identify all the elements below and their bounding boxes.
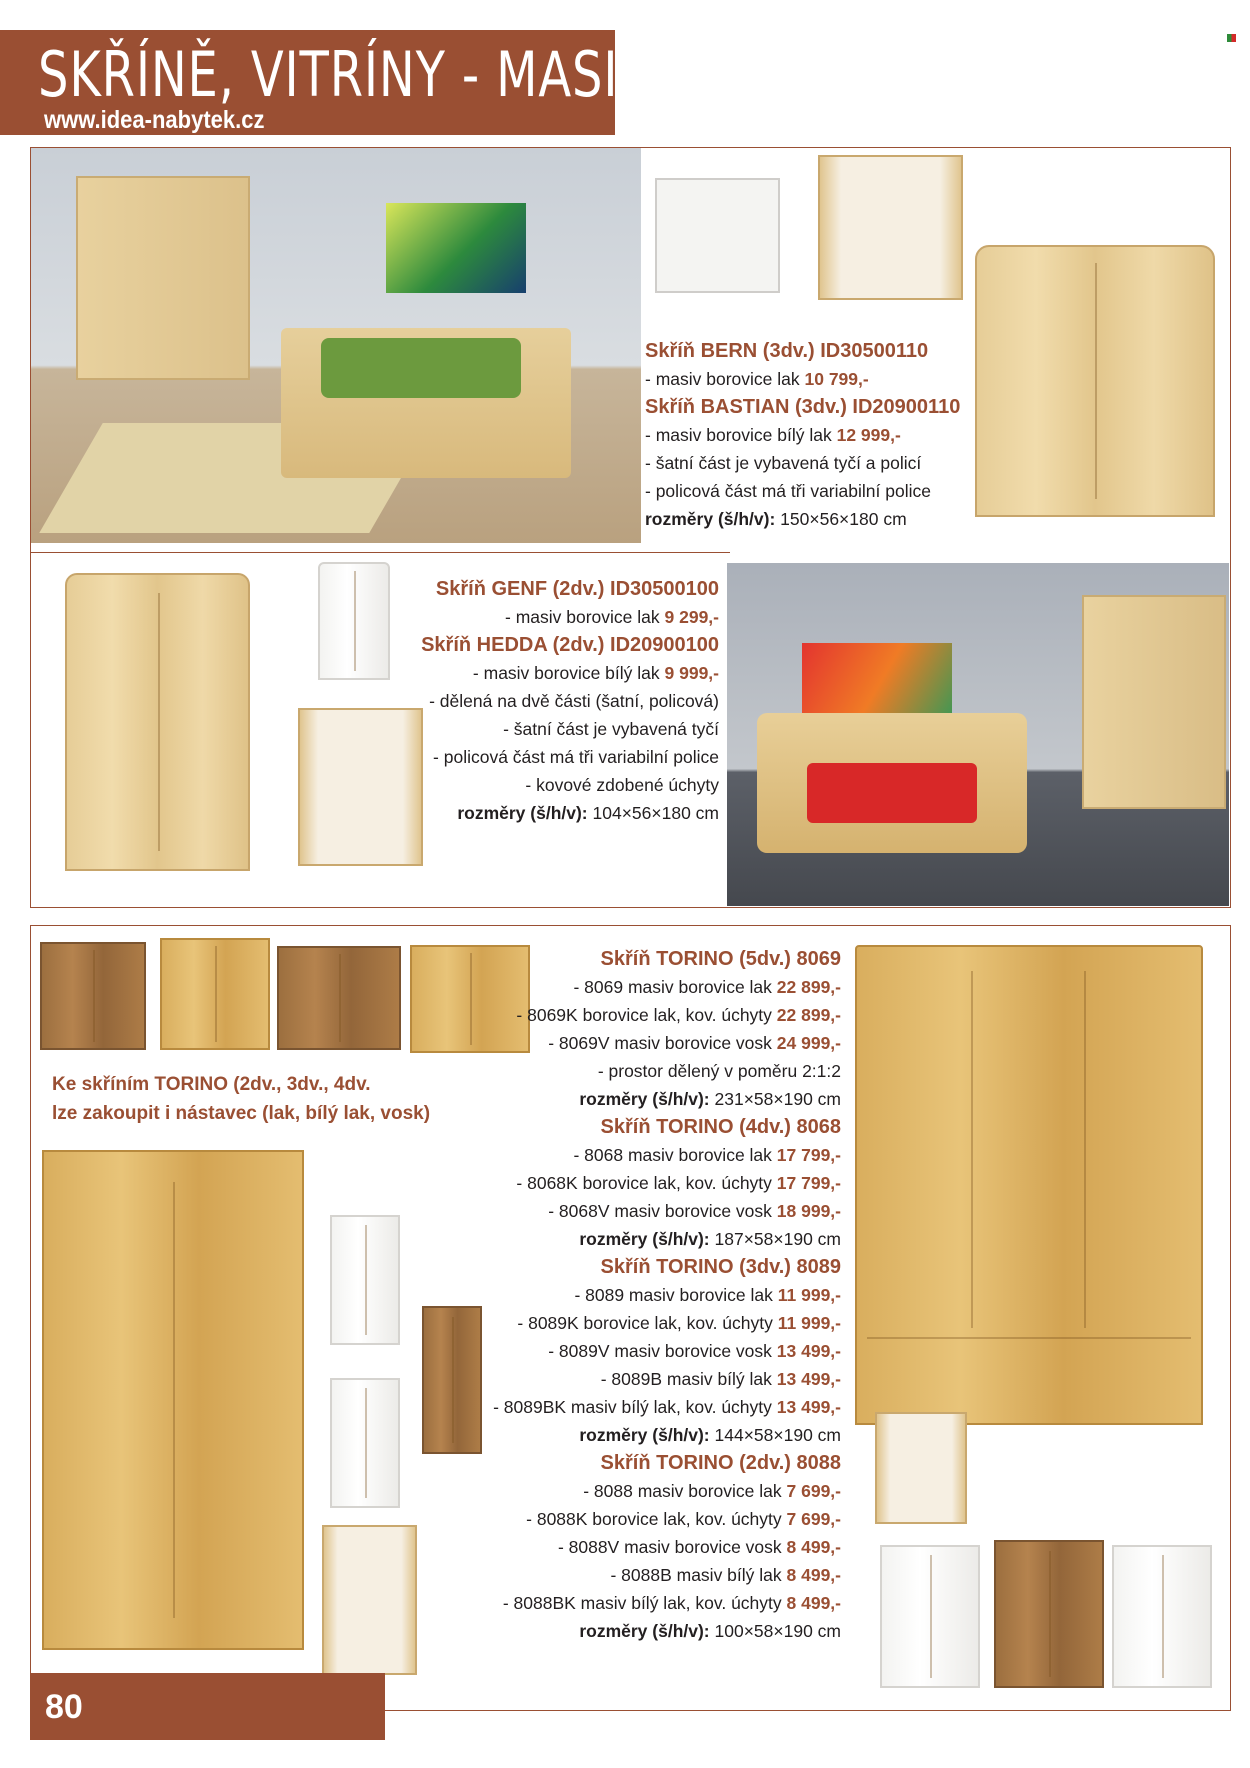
product-price: 13 499,- — [776, 1341, 841, 1361]
product-title: Skříň GENF (2dv.) ID30500100 — [435, 578, 719, 600]
product-price: 7 699,- — [786, 1509, 841, 1529]
product-price: 11 999,- — [777, 1285, 841, 1305]
torino-white-2dv-alt-photo — [330, 1378, 400, 1508]
flag-icon — [1227, 34, 1236, 42]
product-spec: - masiv borovice lak — [645, 369, 805, 389]
torino-dark-3dv-photo — [994, 1540, 1104, 1688]
genf-interior-photo — [298, 708, 423, 866]
product-feature: - dělená na dvě části (šatní, policová) — [429, 691, 719, 711]
product-feature: - šatní část je vybavená tyčí — [503, 719, 719, 739]
extension-note-line: lze zakoupit i nástavec (lak, bílý lak, vosk) — [52, 1103, 431, 1124]
product-spec: - 8069 masiv borovice lak — [573, 977, 777, 997]
product-title: Skříň TORINO (4dv.) 8068 — [600, 1116, 841, 1138]
product-price: 22 899,- — [776, 977, 841, 997]
dimensions-label: rozměry (š/h/v): — [579, 1229, 710, 1249]
extension-note-line: Ke skříním TORINO (2dv., 3dv., 4dv. — [52, 1074, 371, 1095]
extension-note — [52, 1070, 430, 1128]
bern-wardrobe-photo — [975, 245, 1215, 517]
product-feature: - kovové zdobené úchyty — [525, 775, 719, 795]
product-price: 13 499,- — [776, 1369, 841, 1389]
product-price: 8 499,- — [786, 1537, 841, 1557]
bern-bastian-description — [645, 337, 960, 533]
product-price: 9 299,- — [664, 607, 719, 627]
bern-interior-photo — [818, 155, 963, 300]
product-title: Skříň BASTIAN (3dv.) ID20900110 — [645, 396, 961, 418]
page-number: 80 — [45, 1688, 83, 1726]
product-price: 8 499,- — [786, 1565, 841, 1585]
product-price: 9 999,- — [664, 663, 719, 683]
product-price: 17 799,- — [776, 1145, 841, 1165]
torino-variant-honey-photo — [160, 938, 270, 1050]
product-spec: - masiv borovice lak — [505, 607, 665, 627]
torino-3dv-interior-photo — [875, 1412, 967, 1524]
product-spec: - 8069V masiv borovice vosk — [548, 1033, 777, 1053]
product-price: 17 799,- — [776, 1173, 841, 1193]
product-spec: - 8088B masiv bílý lak — [610, 1565, 787, 1585]
product-title: Skříň HEDDA (2dv.) ID20900100 — [421, 634, 719, 656]
product-spec: - 8088V masiv borovice vosk — [557, 1537, 787, 1557]
product-feature: - policová část má tři variabilní police — [645, 481, 931, 501]
torino-white-2dv-photo — [330, 1215, 400, 1345]
dimensions-value: 187×58×190 cm — [709, 1229, 841, 1249]
product-price: 18 999,- — [776, 1201, 841, 1221]
product-price: 10 799,- — [804, 369, 869, 389]
product-spec: - 8068V masiv borovice vosk — [548, 1201, 777, 1221]
wardrobe-bern-in-room — [76, 176, 250, 380]
torino-description — [493, 945, 841, 1645]
product-feature: - šatní část je vybavená tyčí a policí — [645, 453, 922, 473]
dimensions-label: rozměry (š/h/v): — [579, 1425, 710, 1445]
page-title: SKŘÍNĚ, VITRÍNY - MASIV — [38, 38, 653, 111]
product-spec: - 8069K borovice lak, kov. úchyty — [516, 1005, 777, 1025]
product-feature: - prostor dělený v poměru 2:1:2 — [597, 1061, 841, 1081]
product-price: 13 499,- — [776, 1397, 841, 1417]
torino-variant-dark-wide-photo — [277, 946, 401, 1050]
product-price: 8 499,- — [786, 1593, 841, 1613]
product-feature: - policová část má tři variabilní police — [433, 747, 719, 767]
product-title: Skříň TORINO (3dv.) 8089 — [600, 1256, 841, 1278]
product-spec: - 8089 masiv borovice lak — [574, 1285, 778, 1305]
product-spec: - masiv borovice bílý lak — [472, 663, 665, 683]
genf-hedda-description — [421, 575, 719, 827]
dimensions-label: rozměry (š/h/v): — [645, 509, 776, 529]
torino-variant-dark-photo — [40, 942, 146, 1050]
torino-dark-2dv-photo — [422, 1306, 482, 1454]
product-price: 11 999,- — [777, 1313, 841, 1333]
product-spec: - 8089V masiv borovice vosk — [548, 1341, 777, 1361]
product-spec: - 8089B masiv bílý lak — [600, 1369, 777, 1389]
dimensions-label: rozměry (š/h/v): — [457, 803, 588, 823]
dimensions-value: 100×58×190 cm — [709, 1621, 841, 1641]
dimensions-label: rozměry (š/h/v): — [579, 1089, 710, 1109]
product-price: 22 899,- — [776, 1005, 841, 1025]
bastian-interior-photo — [655, 178, 780, 293]
product-price: 12 999,- — [836, 425, 901, 445]
product-spec: - 8088BK masiv bílý lak, kov. úchyty — [502, 1593, 787, 1613]
section-divider — [30, 552, 730, 553]
hedda-wardrobe-photo — [318, 562, 390, 680]
dimensions-value: 104×56×180 cm — [587, 803, 719, 823]
wardrobe-genf-in-room — [1082, 595, 1226, 809]
torino-2dv-interior-photo — [322, 1525, 417, 1675]
blanket — [807, 763, 977, 823]
product-title: Skříň BERN (3dv.) ID30500110 — [645, 340, 929, 362]
torino-3dv-large-photo — [855, 945, 1203, 1425]
torino-2dv-large-photo — [42, 1150, 304, 1650]
website-link[interactable]: www.idea-nabytek.cz — [44, 106, 265, 134]
torino-white-3dv-photo — [880, 1545, 980, 1688]
product-price: 24 999,- — [776, 1033, 841, 1053]
product-spec: - 8088K borovice lak, kov. úchyty — [526, 1509, 787, 1529]
genf-wardrobe-photo — [65, 573, 250, 871]
product-title: Skříň TORINO (5dv.) 8069 — [600, 948, 841, 970]
bedroom-photo-genf — [727, 563, 1229, 906]
product-spec: - 8088 masiv borovice lak — [583, 1481, 787, 1501]
product-spec: - 8089K borovice lak, kov. úchyty — [517, 1313, 778, 1333]
product-spec: - 8068 masiv borovice lak — [573, 1145, 777, 1165]
page-number-bar — [30, 1673, 385, 1740]
dimensions-value: 150×56×180 cm — [775, 509, 907, 529]
product-price: 7 699,- — [786, 1481, 841, 1501]
product-spec: - masiv borovice bílý lak — [645, 425, 837, 445]
dimensions-label: rozměry (š/h/v): — [579, 1621, 710, 1641]
product-title: Skříň TORINO (2dv.) 8088 — [600, 1452, 841, 1474]
product-spec: - 8068K borovice lak, kov. úchyty — [516, 1173, 777, 1193]
bedroom-photo-bern — [31, 148, 641, 543]
wall-painting — [386, 203, 526, 293]
product-spec: - 8089BK masiv bílý lak, kov. úchyty — [493, 1397, 777, 1417]
dimensions-value: 144×58×190 cm — [709, 1425, 841, 1445]
torino-white-3dv-alt-photo — [1112, 1545, 1212, 1688]
dimensions-value: 231×58×190 cm — [709, 1089, 841, 1109]
blanket — [321, 338, 521, 398]
